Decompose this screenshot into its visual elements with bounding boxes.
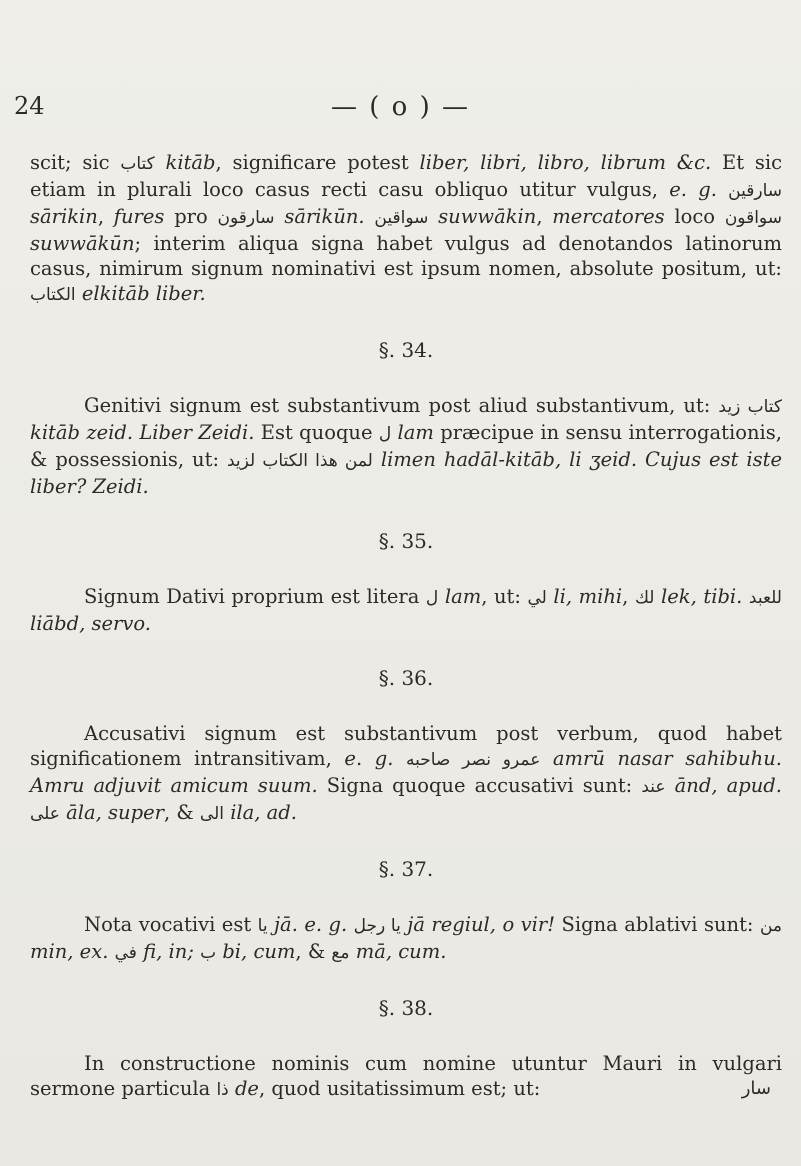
- body-text: [30, 150, 782, 1103]
- section-heading-36: §. 36.: [378, 666, 434, 690]
- running-head: — ( o ) —: [331, 92, 470, 122]
- catchword: سار: [741, 1078, 771, 1099]
- section-heading-38: §. 38.: [378, 996, 434, 1020]
- paragraph-accusativi: Accusativi signum est substantivum post verbum, quod habet significationem intransitivam, e. g. عمرو نصر صاحبه amrū nasar sahibuhu. Amru adjuvit amicum suum. Signa quoque accusativi sunt: عند ānd, apud. على āla, super, & الى ila, ad.: [30, 722, 782, 824]
- page-number: 24: [14, 92, 45, 120]
- paragraph-vocativi: Nota vocativi est يا jā. e. g. يا رجل jā regiul, o vir! Signa ablativi sunt: من min, ex. في fi, in; ب bi, cum, & مع mā, cum.: [30, 913, 783, 963]
- paragraph-plural-casus: scit; sic كتاب kitāb, significare potest liber, libri, libro, librum &c. Et sic etiam in plurali loco casus recti casu obliquo utitur vulgus, e. g. سارقين sārikin, fures pro سارقون sārikūn. سواقين suwwākin, mercatores loco سواقون suwwākūn; interim aliqua signa habet vulgus ad denotandos latinorum casus, nimirum signum nominativi est ipsum nomen, absolute positum, ut: الكتاب elkitāb liber.: [30, 151, 783, 305]
- paragraph-dativi: Signum Dativi proprium est litera ل lam, ut: لي li, mihi, لك lek, tibi. للعبد liābd, servo.: [30, 585, 782, 635]
- section-heading-34: §. 34.: [378, 338, 434, 362]
- paragraph-genitivi: Genitivi signum est substantivum post aliud substantivum, ut: كتاب زيد kitāb zeid. Liber Zeidi. Est quoque ل lam præcipue in sensu interrogationis, & possessionis, ut: لمن هذا الكتاب لزيد limen hadāl-kitāb, li ʒeid. Cujus est iste liber? Zeidi.: [30, 394, 783, 498]
- paragraph-constructione: In constructione nominis cum nomine utuntur Mauri in vulgari sermone particula ذا de, quod usitatissimum est; ut:: [30, 1052, 782, 1100]
- section-heading-35: §. 35.: [378, 529, 434, 553]
- section-heading-37: §. 37.: [378, 857, 434, 881]
- page-header: [0, 92, 801, 132]
